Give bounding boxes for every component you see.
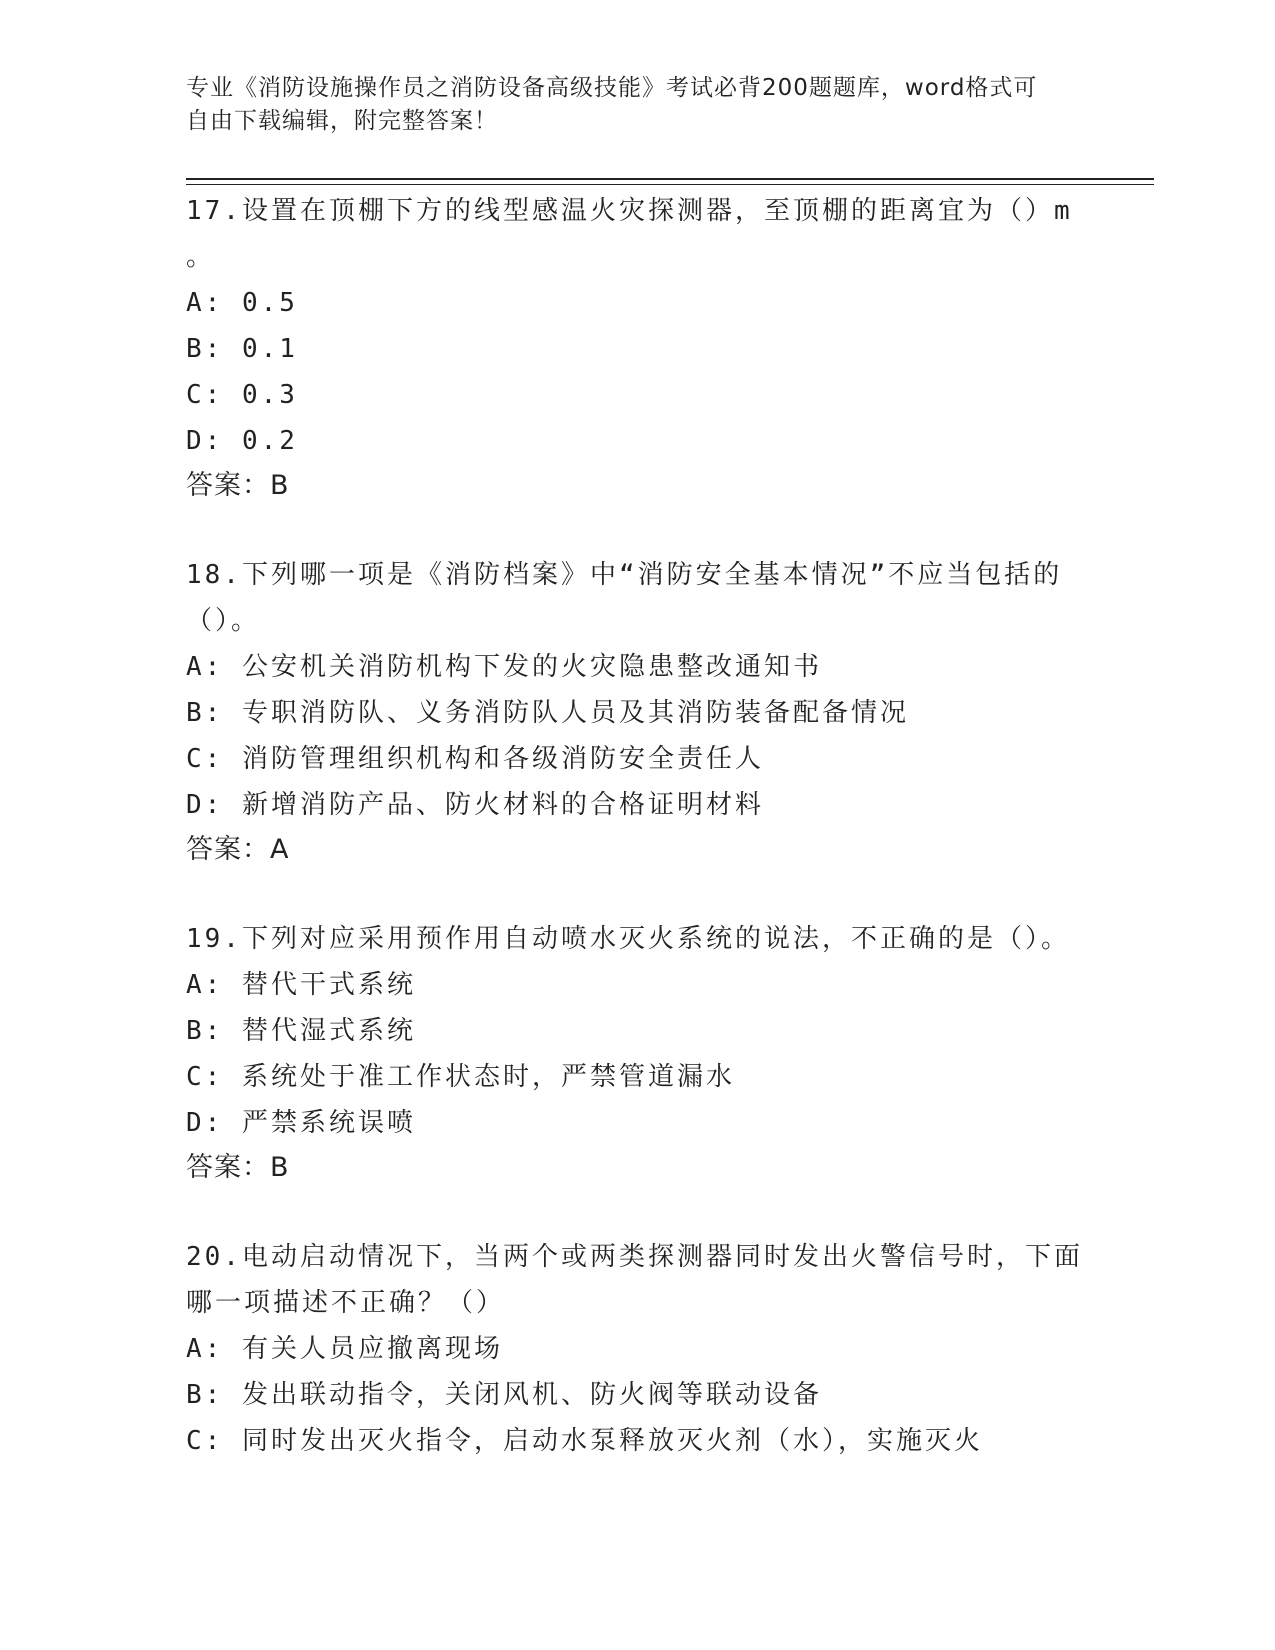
question-stem: 19.下列对应采用预作用自动喷水灭火系统的说法，不正确的是（）。 [186, 924, 1070, 954]
option-b: B: 替代湿式系统 [186, 1016, 416, 1046]
question-stem-continued: 哪一项描述不正确？（） [186, 1288, 506, 1318]
document-header [186, 72, 1086, 138]
header-line-1: 专业《消防设施操作员之消防设备高级技能》考试必背200题题库，word格式可 [186, 75, 1038, 101]
option-c: C: 同时发出灭火指令，启动水泵释放灭火剂（水），实施灭火 [186, 1426, 983, 1456]
question-19 [186, 916, 1086, 1190]
option-b: B: 0.1 [186, 334, 298, 364]
header-divider-thick [186, 178, 1154, 180]
option-d: D: 新增消防产品、防火材料的合格证明材料 [186, 790, 764, 820]
option-d: D: 0.2 [186, 426, 298, 456]
header-line-2: 自由下载编辑，附完整答案！ [186, 108, 498, 134]
option-a: A: 有关人员应撤离现场 [186, 1334, 503, 1364]
question-stem: 18.下列哪一项是《消防档案》中“消防安全基本情况”不应当包括的 [186, 560, 1063, 590]
question-18 [186, 552, 1086, 872]
answer-line: 答案：B [186, 470, 290, 501]
option-a: A: 替代干式系统 [186, 970, 416, 1000]
option-c: C: 0.3 [186, 380, 298, 410]
answer-line: 答案：B [186, 1152, 290, 1183]
question-stem-continued: （）。 [186, 606, 261, 636]
option-c: C: 系统处于准工作状态时，严禁管道漏水 [186, 1062, 735, 1092]
header-divider-thin [186, 184, 1154, 185]
answer-line: 答案：A [186, 834, 290, 865]
question-list [186, 188, 1086, 1464]
question-stem-continued: 。 [186, 242, 216, 272]
option-a: A: 0.5 [186, 288, 298, 318]
option-d: D: 严禁系统误喷 [186, 1108, 416, 1138]
question-stem: 20.电动启动情况下，当两个或两类探测器同时发出火警信号时，下面 [186, 1242, 1083, 1272]
option-b: B: 专职消防队、义务消防队人员及其消防装备配备情况 [186, 698, 909, 728]
option-a: A: 公安机关消防机构下发的火灾隐患整改通知书 [186, 652, 822, 682]
option-b: B: 发出联动指令，关闭风机、防火阀等联动设备 [186, 1380, 822, 1410]
option-c: C: 消防管理组织机构和各级消防安全责任人 [186, 744, 764, 774]
question-17 [186, 188, 1086, 508]
question-20 [186, 1234, 1086, 1464]
question-stem: 17.设置在顶棚下方的线型感温火灾探测器，至顶棚的距离宜为（）m [186, 196, 1073, 226]
